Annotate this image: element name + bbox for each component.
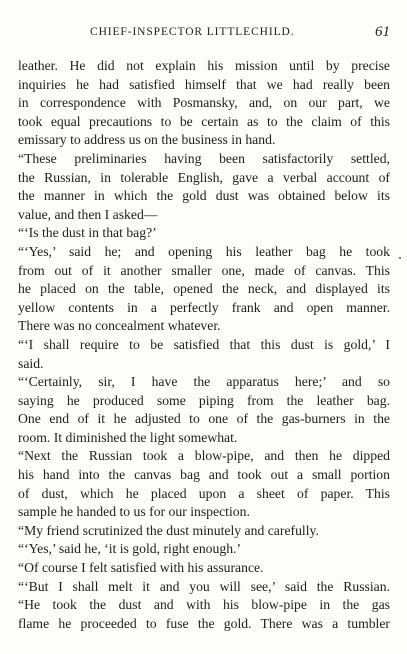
text-line: “‘Yes,’ said he; and opening his leather bag he took (18, 243, 390, 259)
text-line: he placed on the table, opened the neck, and displayed its (18, 281, 390, 297)
text-line: said. (18, 355, 44, 371)
text-line: “‘Is the dust in that bag?’ (18, 225, 157, 241)
text-line: “My friend scrutinized the dust minutely and carefully. (18, 522, 319, 538)
text-line: sample he handed to us for our inspection. (18, 504, 250, 520)
text-line: room. It diminished the light somewhat. (18, 429, 238, 445)
text-line: of dust, which he placed upon a sheet of paper. This (18, 485, 390, 501)
text-line: “Next the Russian took a blow-pipe, and then he dipped (18, 448, 390, 464)
text-line: from out of it another smaller one, made of canvas. This (18, 262, 390, 278)
text-line: the Russian, in tolerable English, gave a verbal account of (18, 169, 390, 185)
text-line: “These preliminaries having been satisfactorily settled, (18, 150, 390, 166)
text-line: saying he produced some piping from the leather bag. (18, 392, 390, 408)
text-line: took equal precautions to be certain as to the claim of this (18, 113, 390, 129)
margin-speck (399, 257, 401, 259)
text-line: “‘Certainly, sir, I have the apparatus here;’ and so (18, 374, 390, 390)
text-line: “Of course I felt satisfied with his assurance. (18, 560, 264, 576)
text-line: his hand into the canvas bag and took out a small portion (18, 467, 390, 483)
text-line: value, and then I asked— (18, 206, 158, 222)
running-title: CHIEF-INSPECTOR LITTLECHILD. (90, 26, 295, 38)
text-line: the manner in which the gold dust was obtained below its (18, 188, 390, 204)
text-line: “‘But I shall melt it and you will see,’ said the Russian. (18, 578, 390, 594)
body-text (18, 57, 390, 633)
page-number: 61 (375, 24, 390, 40)
text-line: One end of it he adjusted to one of the gas-burners in the (18, 411, 390, 427)
running-head (18, 26, 390, 44)
text-line: “‘Yes,’ said he, ‘it is gold, right enough.’ (18, 541, 242, 557)
text-line: “He took the dust and with his blow-pipe in the gas (18, 597, 390, 613)
text-line: leather. He did not explain his mission until by precise (18, 58, 390, 73)
text-line: in correspondence with Posmansky, and, on our part, we (18, 95, 390, 111)
text-line: flame he proceeded to fuse the gold. There was a tumbler (18, 615, 390, 631)
text-line: “‘I shall require to be satisfied that this dust is gold,’ I (18, 336, 390, 352)
text-line: yellow contents in a perfectly frank and open manner. (18, 299, 390, 315)
text-line: emissary to address us on the business in hand. (18, 132, 276, 148)
text-line: There was no concealment whatever. (18, 318, 221, 334)
text-line: inquiries he had satisfied himself that we had really been (18, 76, 390, 92)
